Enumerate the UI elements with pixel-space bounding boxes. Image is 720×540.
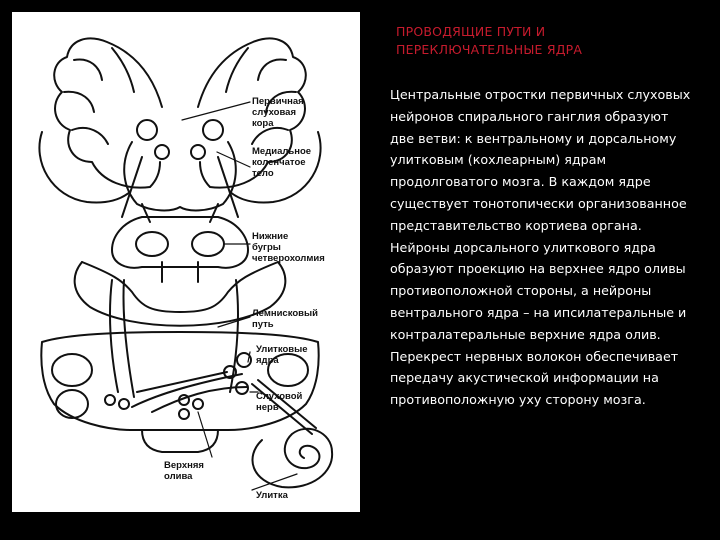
auditory-pathway-figure [12, 12, 360, 512]
slide-body-text: Центральные отростки первичных слуховых нейронов спирального ганглия образуют две ветви: к вентральному и дорсальному улитковым (кохлеарным) ядрам продолговатого мозга. В каждом ядре существует тонотопически организованное представительство кортиева органа. Нейроны дорсального улиткового ядра образуют проекцию на верхнее ядро оливы противоположной стороны, а нейроны вентрального ядра – на ипсилатеральные и контралатеральные верхние ядра олив. Перекрест нервных волокон обеспечивает передачу акустической информации на противоположную уху сторону мозга. [390, 87, 691, 408]
label-auditory-nerve: Слуховой нерв [256, 391, 303, 413]
label-primary-cortex: Первичная слуховая кора [252, 96, 304, 129]
cochlea-spiral [285, 429, 332, 468]
cortex-outline [54, 38, 162, 187]
thalamus-outline [124, 142, 236, 210]
label-cochlea: Улитка [256, 490, 288, 501]
midbrain-outline [112, 217, 248, 268]
label-inferior-colliculi: Нижние бугры четверохолмия [252, 231, 325, 264]
slide-title: ПРОВОДЯЩИЕ ПУТИ И ПЕРЕКЛЮЧАТЕЛЬНЫЕ ЯДРА [396, 24, 583, 57]
label-superior-olive: Верхняя олива [164, 460, 204, 482]
label-medial-geniculate: Медиальное коленчатое тело [252, 146, 312, 179]
label-lemniscus: Лемнисковый путь [252, 308, 318, 330]
label-cochlear-nuclei: Улитковые ядра [256, 344, 308, 366]
